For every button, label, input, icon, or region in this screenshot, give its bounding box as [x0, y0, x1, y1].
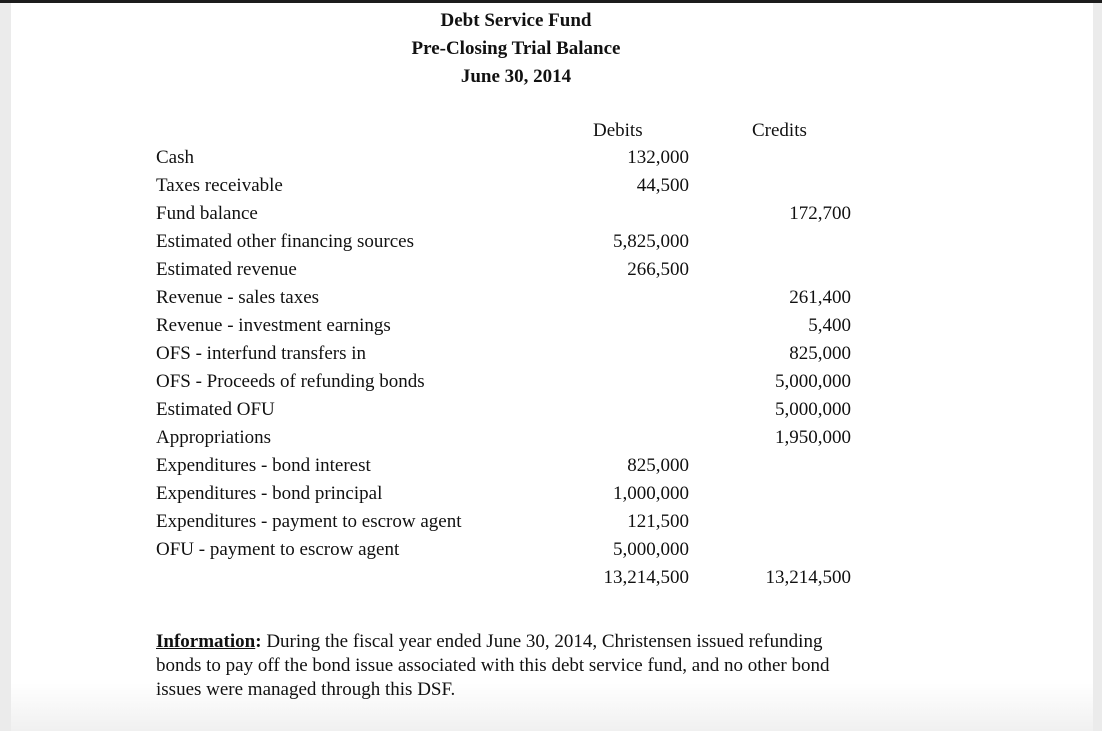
table-row — [156, 396, 856, 424]
credit-amount: 1,950,000 — [775, 427, 851, 448]
table-row — [156, 368, 856, 396]
debit-amount: 825,000 — [627, 455, 689, 476]
title-statement-name: Pre-Closing Trial Balance — [411, 38, 621, 59]
document-page — [11, 3, 1093, 731]
debit-amount: 5,825,000 — [613, 231, 689, 252]
column-header-credits: Credits — [752, 120, 807, 141]
account-name: Revenue - sales taxes — [156, 287, 320, 308]
account-name: Estimated other financing sources — [156, 231, 415, 252]
account-name: OFU - payment to escrow agent — [156, 539, 400, 560]
table-row — [156, 508, 856, 536]
credit-amount: 5,400 — [808, 315, 851, 336]
document-title — [311, 7, 721, 91]
table-row — [156, 480, 856, 508]
account-name: Appropriations — [156, 427, 272, 448]
debit-amount: 121,500 — [627, 511, 689, 532]
account-name: Estimated revenue — [156, 259, 297, 280]
totals-row — [156, 564, 856, 592]
account-name: OFS - Proceeds of refunding bonds — [156, 371, 425, 392]
title-date: June 30, 2014 — [460, 66, 572, 87]
account-name: Taxes receivable — [156, 175, 283, 196]
table-row — [156, 200, 856, 228]
account-name: Expenditures - bond interest — [156, 455, 371, 476]
table-row — [156, 256, 856, 284]
table-row — [156, 340, 856, 368]
total-debits: 13,214,500 — [603, 567, 689, 588]
table-row — [156, 452, 856, 480]
credit-amount: 172,700 — [789, 203, 851, 224]
information-text: During the fiscal year ended June 30, 2014, Christensen issued refunding bonds to pay off the bond issue associated with this debt service fund, and no other bond issues were managed through this DSF. — [156, 631, 830, 700]
credit-amount: 5,000,000 — [775, 399, 851, 420]
account-name: Revenue - investment earnings — [156, 315, 391, 336]
title-fund-name: Debt Service Fund — [440, 10, 592, 31]
account-name: Estimated OFU — [156, 399, 275, 420]
information-label: Information — [156, 631, 256, 652]
debit-amount: 132,000 — [627, 147, 689, 168]
table-row — [156, 144, 856, 172]
table-row — [156, 284, 856, 312]
table-row — [156, 172, 856, 200]
table-row — [156, 536, 856, 564]
debit-amount: 5,000,000 — [613, 539, 689, 560]
column-header-debits: Debits — [593, 120, 643, 141]
information-colon: : — [255, 631, 262, 652]
debit-amount: 44,500 — [636, 175, 689, 196]
credit-amount: 5,000,000 — [775, 371, 851, 392]
information-paragraph — [156, 630, 856, 702]
account-name: Expenditures - payment to escrow agent — [156, 511, 462, 532]
account-name: Cash — [156, 147, 194, 168]
table-row — [156, 312, 856, 340]
table-row — [156, 228, 856, 256]
table-row — [156, 424, 856, 452]
account-name: Expenditures - bond principal — [156, 483, 383, 504]
total-credits: 13,214,500 — [765, 567, 851, 588]
account-name: Fund balance — [156, 203, 258, 224]
debit-amount: 1,000,000 — [613, 483, 689, 504]
credit-amount: 825,000 — [789, 343, 851, 364]
credit-amount: 261,400 — [789, 287, 851, 308]
account-name: OFS - interfund transfers in — [156, 343, 367, 364]
debit-amount: 266,500 — [627, 259, 689, 280]
